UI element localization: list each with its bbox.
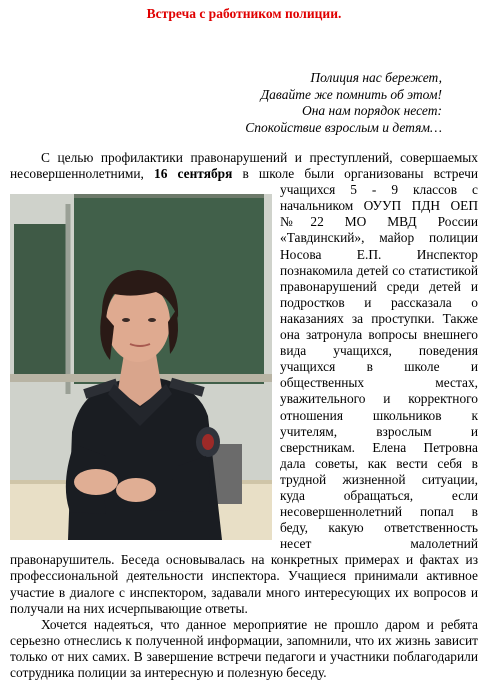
epigraph-poem xyxy=(200,70,442,136)
article-title: Встреча с работником полиции. xyxy=(146,6,342,21)
paragraph-1-intro: С целью профилактики правонарушений и преступлений, совершаемых несовершеннолетними, xyxy=(10,150,478,182)
poem-line: Спокойствие взрослым и детям… xyxy=(245,119,442,135)
article-body xyxy=(10,150,478,681)
poem-line: Давайте же помнить об этом! xyxy=(260,86,442,102)
paragraph-1-body: в школе были организованы встречи учащихся 5 - 9 классов с начальником ОУУП ПДН ОЕП №22 МО МВД России «Тавдинский», майор полиции Носова Е.П. Инспектор познакомила детей со статистикой правонарушений среди детей и подростков и рассказала о наказаниях за проступки. Также она затронула вопросы внешнего вида учащихся, поведения учащихся в школе и общественных местах, уважительного и корректного отношения школьников к учителям, взрослым и сверстникам. Елена Петровна дала советы, как вести себя в трудной жизненной ситуации, куда обращаться, если несовершеннолетний попал в беду, какую ответственность несет малолетний правонарушитель. Беседа основывалась на конкретных примерах и фактах из профессиональной деятельности инспектора. Учащиеся принимали активное участие в диалоге с инспектором, задавали много интересующих их вопросов и получали на них исчерпывающие ответы. xyxy=(10,166,478,616)
poem-line: Она нам порядок несет: xyxy=(301,103,442,118)
photo-police-inspector xyxy=(10,194,272,540)
poem-line: Полиция нас бережет, xyxy=(310,70,442,85)
paragraph-1 xyxy=(10,150,478,617)
event-date: 16 сентября xyxy=(154,166,233,182)
paragraph-2: Хочется надеяться, что данное мероприятие не прошло даром и ребята серьезно отнеслись к полученной информации, запомнили, что их жизнь зависит только от них самих. В завершение встречи педагоги и участники поблагодарили сотрудника полиции за интересную и полезную беседу. xyxy=(10,616,478,680)
